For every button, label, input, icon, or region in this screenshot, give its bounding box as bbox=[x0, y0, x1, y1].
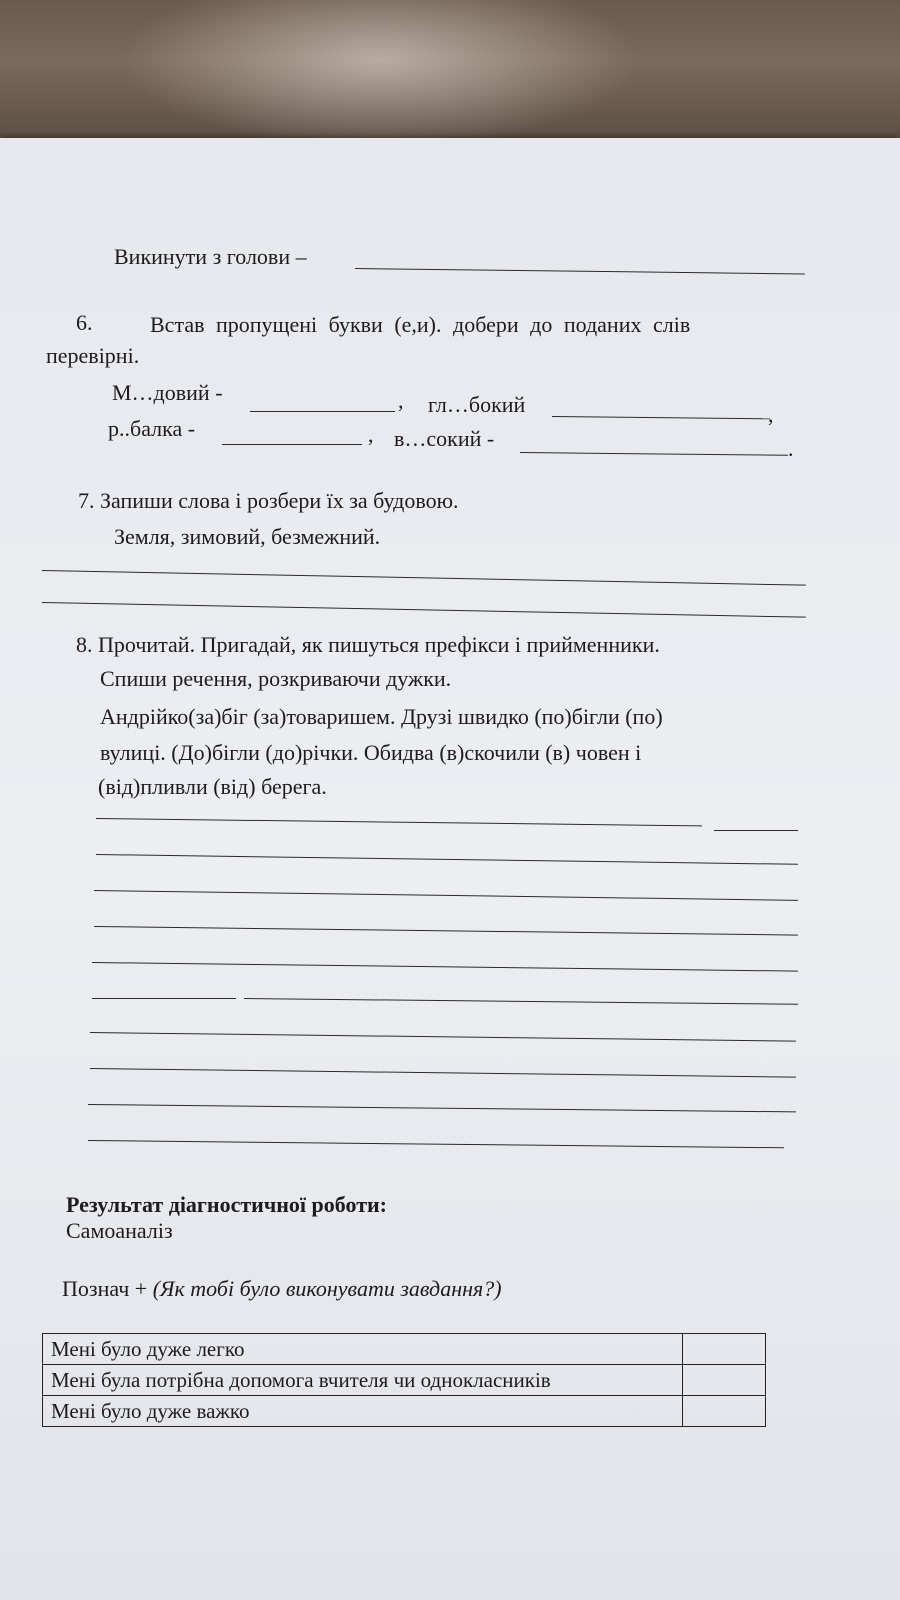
table-row-label: Мені була потрібна допомога вчителя чи однокласників bbox=[43, 1365, 683, 1396]
task8-text1: Андрійко(за)біг (за)товаришем. Друзі швидко (по)бігли (по) bbox=[100, 704, 663, 729]
result-prompt bbox=[62, 1276, 502, 1302]
task6-word-4: в…сокий - bbox=[394, 426, 495, 451]
task6-word-2: гл…бокий bbox=[428, 392, 526, 417]
result-prompt-italic: (Як тобі було виконувати завдання?) bbox=[152, 1276, 502, 1301]
task8-answer-line-1b[interactable] bbox=[714, 830, 798, 831]
self-assessment-table bbox=[42, 1333, 766, 1427]
task7-words: Земля, зимовий, безмежний. bbox=[114, 524, 381, 549]
result-title: Результат діагностичної роботи: bbox=[66, 1192, 388, 1217]
task6-word-3: р..балка - bbox=[108, 416, 196, 441]
task6-text-line2: перевірні. bbox=[46, 343, 140, 368]
task6-text-line1: Встав пропущені букви (е,и). добери до поданих слів bbox=[150, 312, 691, 337]
task8-text3: (від)пливли (від) берега. bbox=[98, 774, 327, 799]
table-row-label: Мені було дуже важко bbox=[43, 1396, 683, 1427]
task6-number: 6. bbox=[76, 310, 93, 335]
top-item-label: Викинути з голови – bbox=[114, 244, 307, 269]
result-prompt-plain: Познач + bbox=[62, 1276, 153, 1301]
task6-comma-2: , bbox=[768, 402, 774, 427]
table-row-label: Мені було дуже легко bbox=[43, 1334, 683, 1365]
table-row-mark-cell[interactable] bbox=[683, 1396, 766, 1427]
table-row bbox=[43, 1396, 766, 1427]
table-row bbox=[43, 1365, 766, 1396]
task8-answer-line-6a[interactable] bbox=[92, 998, 236, 999]
table-row bbox=[43, 1334, 766, 1365]
table-surface-glare bbox=[120, 0, 640, 150]
task6-answer-line-1[interactable] bbox=[250, 411, 395, 412]
task6-word-1: М…довий - bbox=[112, 380, 223, 405]
task6-comma-3: , bbox=[368, 422, 374, 447]
task8-line1: 8. Прочитай. Пригадай, як пишуться префікси і прийменники. bbox=[76, 632, 660, 657]
task8-line2: Спиши речення, розкриваючи дужки. bbox=[100, 666, 452, 691]
task7-title: 7. Запиши слова і розбери їх за будовою. bbox=[78, 488, 459, 513]
table-row-mark-cell[interactable] bbox=[683, 1365, 766, 1396]
table-row-mark-cell[interactable] bbox=[683, 1334, 766, 1365]
result-subtitle: Самоаналіз bbox=[66, 1218, 173, 1243]
task6-comma-1: , bbox=[398, 388, 404, 413]
task8-text2: вулиці. (До)бігли (до)річки. Обидва (в)скочили (в) човен і bbox=[100, 740, 642, 765]
task6-period: . bbox=[788, 436, 794, 461]
task6-answer-line-3[interactable] bbox=[222, 444, 362, 445]
